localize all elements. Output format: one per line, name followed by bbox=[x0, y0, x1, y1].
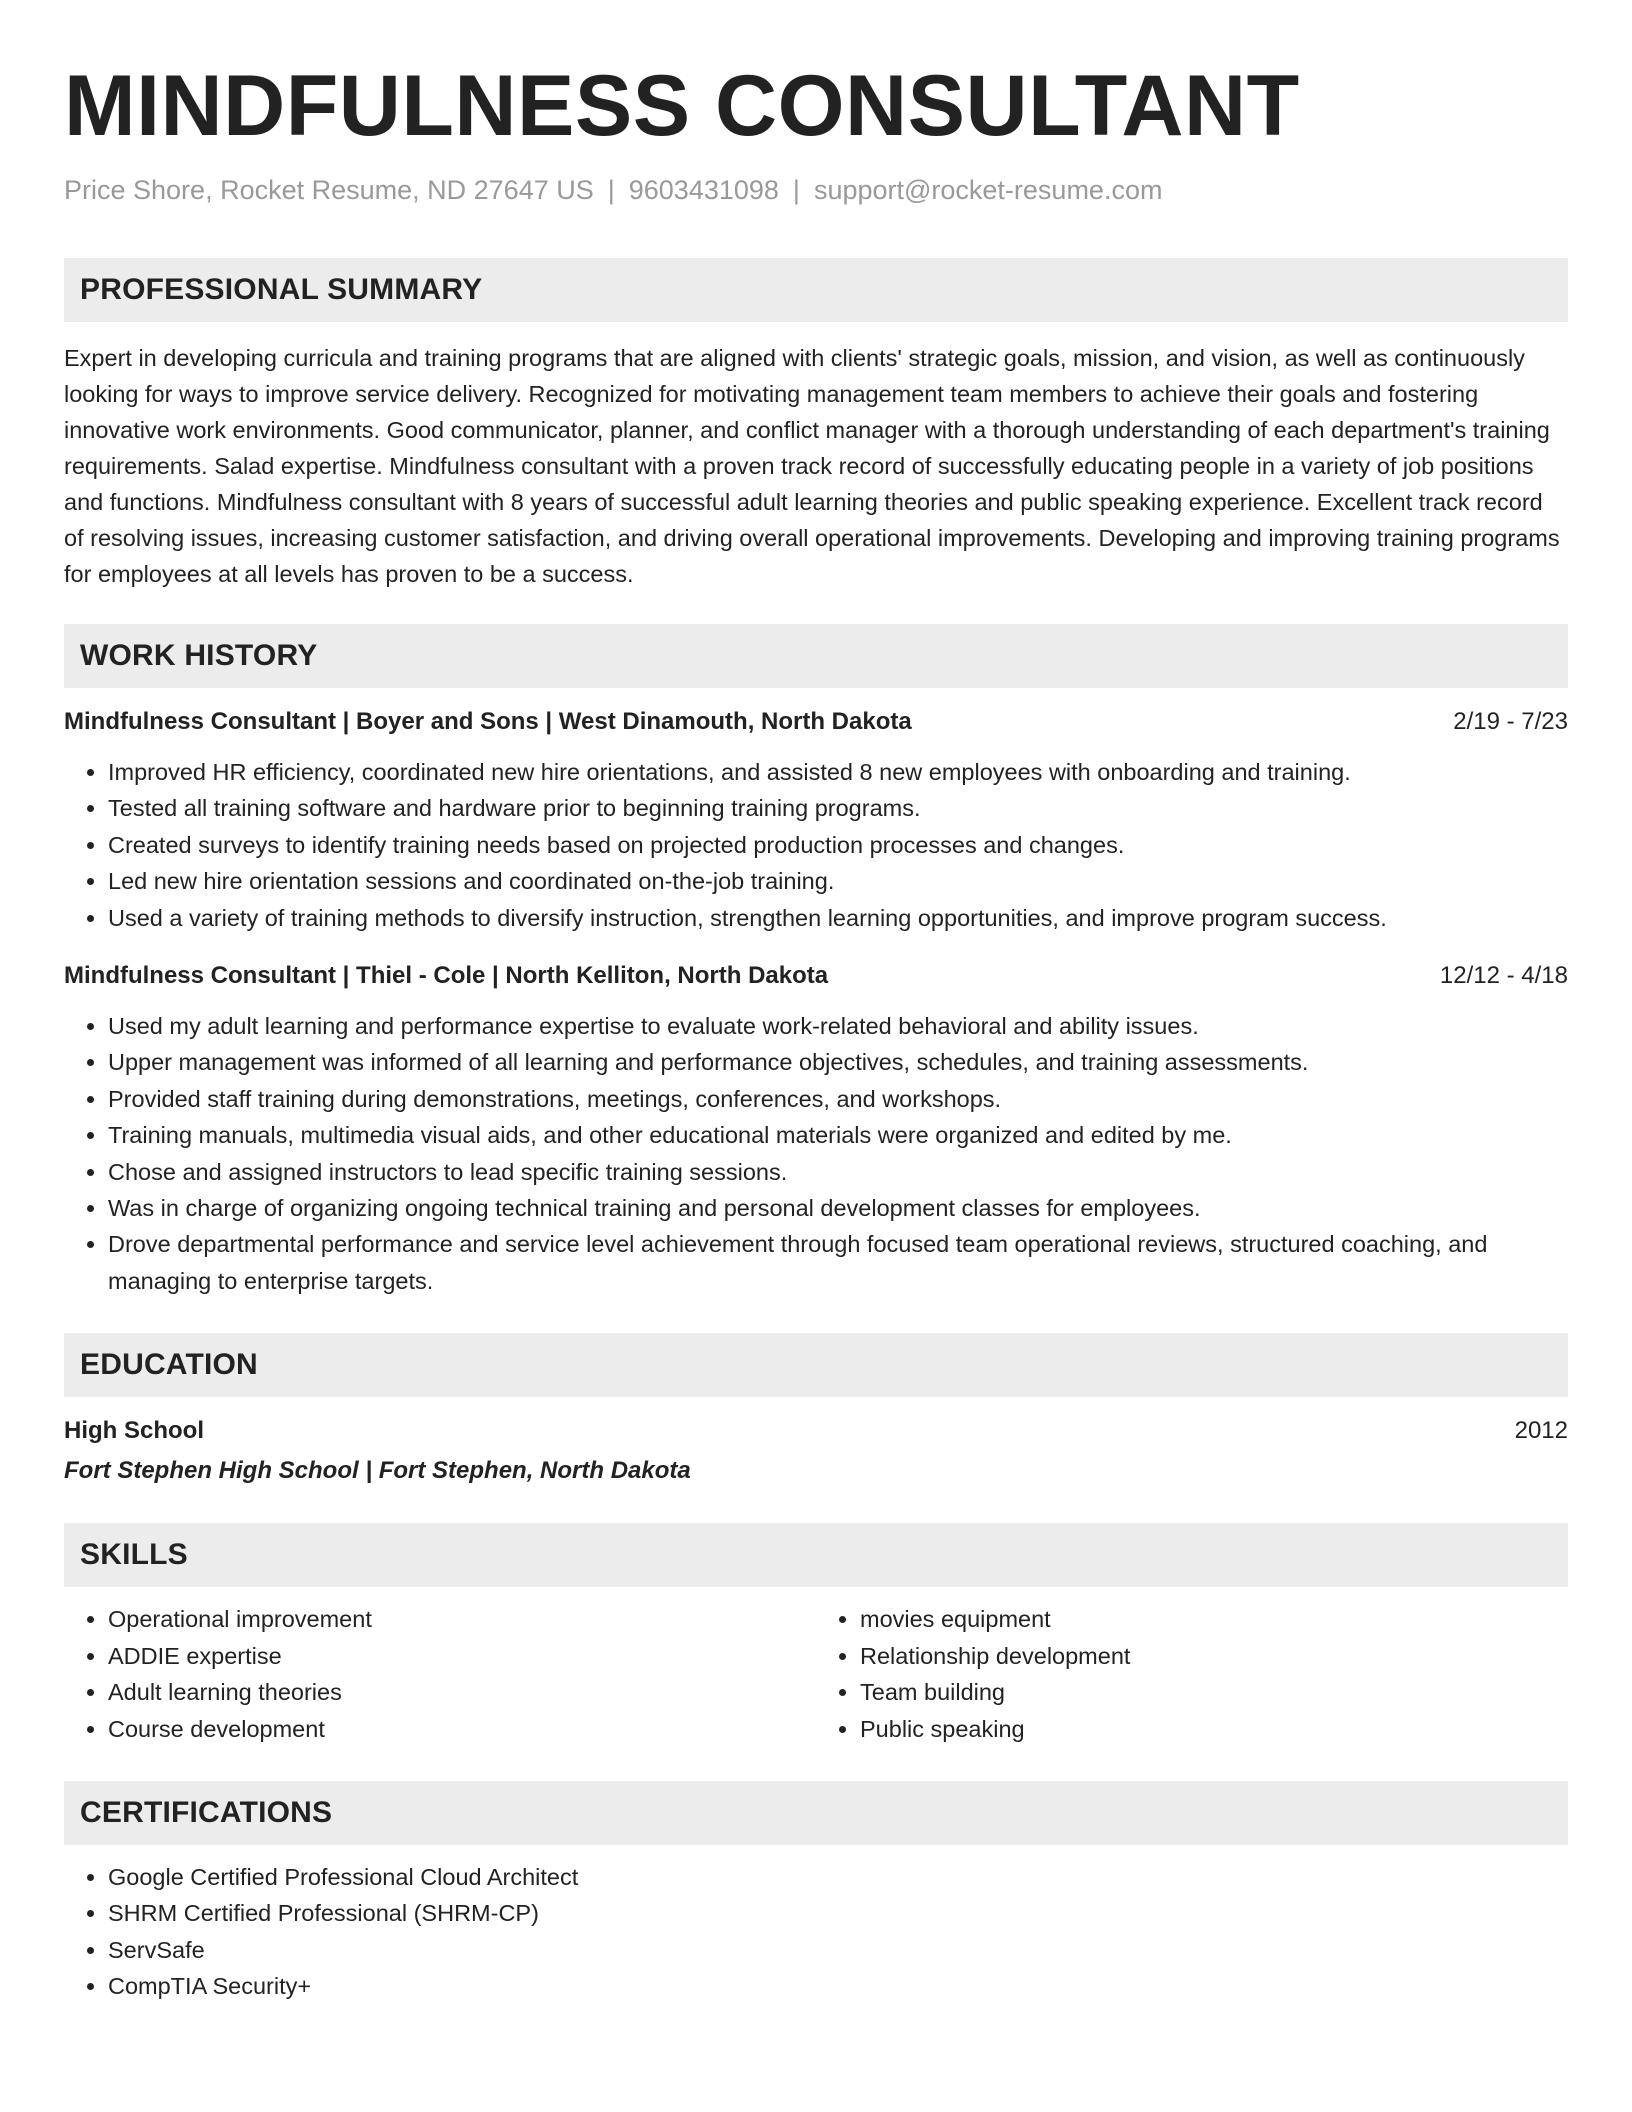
list-item: • movies equipment bbox=[860, 1601, 1568, 1637]
list-item: • Public speaking bbox=[860, 1711, 1568, 1747]
list-item: • Google Certified Professional Cloud Architect bbox=[108, 1859, 1568, 1895]
list-item: • Course development bbox=[108, 1711, 816, 1747]
list-item: • Used a variety of training methods to diversify instruction, strengthen learning opportunities, and improve program success. bbox=[108, 900, 1568, 936]
list-item: • Training manuals, multimedia visual aids, and other educational materials were organized and edited by me. bbox=[108, 1117, 1568, 1153]
education-school: Fort Stephen High School | Fort Stephen, North Dakota bbox=[64, 1457, 691, 1485]
list-item: • Drove departmental performance and service level achievement through focused team operational reviews, structured coaching, and managing to enterprise targets. bbox=[108, 1226, 1568, 1299]
summary-text: Expert in developing curricula and training programs that are aligned with clients' strategic goals, mission, and vision, as well as continuously looking for ways to improve service delivery. Recognized for motivating management team members to achieve their goals and fostering innovative work environments. Good communicator, planner, and conflict manager with a thorough understanding of each department's training requirements. Salad expertise. Mindfulness consultant with a proven track record of successfully educating people in a variety of job positions and functions. Mindfulness consultant with 8 years of successful adult learning theories and public speaking experience. Excellent track record of resolving issues, increasing customer satisfaction, and driving overall operational improvements. Developing and improving training programs for employees at all levels has proven to be a success. bbox=[64, 345, 1560, 587]
job-entry bbox=[64, 958, 1568, 1299]
education-header bbox=[64, 1413, 1568, 1449]
list-item: • ServSafe bbox=[108, 1932, 1568, 1968]
contact-email: support@rocket-resume.com bbox=[813, 175, 1163, 205]
list-item: • Led new hire orientation sessions and coordinated on-the-job training. bbox=[108, 863, 1568, 899]
section-heading-summary: PROFESSIONAL SUMMARY bbox=[64, 258, 1568, 322]
job-dates: 2/19 - 7/23 bbox=[1453, 708, 1568, 735]
job-header bbox=[64, 704, 1568, 740]
education-year: 2012 bbox=[1514, 1417, 1568, 1445]
list-item: • Relationship development bbox=[860, 1638, 1568, 1674]
list-item: • Tested all training software and hardware prior to beginning training programs. bbox=[108, 790, 1568, 826]
skills-column-right bbox=[816, 1601, 1568, 1747]
job-heading: Mindfulness Consultant | Thiel - Cole | North Kelliton, North Dakota bbox=[64, 962, 829, 990]
list-item: • SHRM Certified Professional (SHRM-CP) bbox=[108, 1895, 1568, 1931]
job-bullets bbox=[64, 1008, 1568, 1299]
job-bullets bbox=[64, 754, 1568, 936]
section-heading-work-history: WORK HISTORY bbox=[64, 624, 1568, 688]
list-item: • Adult learning theories bbox=[108, 1674, 816, 1710]
contact-separator: | bbox=[792, 175, 800, 205]
job-dates: 12/12 - 4/18 bbox=[1439, 962, 1568, 990]
list-item: • Improved HR efficiency, coordinated new hire orientations, and assisted 8 new employees with onboarding and training. bbox=[108, 754, 1568, 790]
section-heading-skills: SKILLS bbox=[64, 1523, 1568, 1587]
job-header bbox=[64, 958, 1568, 994]
skills-grid bbox=[64, 1601, 1568, 1747]
education-degree: High School bbox=[64, 1417, 204, 1445]
resume-name: MINDFULNESS CONSULTANT bbox=[64, 58, 1300, 154]
list-item: • Was in charge of organizing ongoing technical training and personal development classes for employees. bbox=[108, 1190, 1568, 1226]
contact-phone: 9603431098 bbox=[628, 175, 779, 205]
certifications-list bbox=[64, 1859, 1568, 2005]
contact-line bbox=[64, 172, 1568, 208]
list-item: • Team building bbox=[860, 1674, 1568, 1710]
skills-column-left bbox=[64, 1601, 816, 1747]
contact-separator: | bbox=[607, 175, 615, 205]
job-entry bbox=[64, 704, 1568, 936]
contact-address: Price Shore, Rocket Resume, ND 27647 US bbox=[64, 175, 594, 205]
list-item: • Provided staff training during demonstrations, meetings, conferences, and workshops. bbox=[108, 1081, 1568, 1117]
list-item: • Operational improvement bbox=[108, 1601, 816, 1637]
job-heading: Mindfulness Consultant | Boyer and Sons | West Dinamouth, North Dakota bbox=[64, 708, 912, 735]
list-item: • Created surveys to identify training needs based on projected production processes and changes. bbox=[108, 827, 1568, 863]
list-item: • Used my adult learning and performance expertise to evaluate work-related behavioral and ability issues. bbox=[108, 1008, 1568, 1044]
section-heading-education: EDUCATION bbox=[64, 1333, 1568, 1397]
list-item: • ADDIE expertise bbox=[108, 1638, 816, 1674]
list-item: • Upper management was informed of all learning and performance objectives, schedules, and training assessments. bbox=[108, 1044, 1568, 1080]
list-item: • Chose and assigned instructors to lead specific training sessions. bbox=[108, 1154, 1568, 1190]
section-heading-certifications: CERTIFICATIONS bbox=[64, 1781, 1568, 1845]
list-item: • CompTIA Security+ bbox=[108, 1968, 1568, 2004]
